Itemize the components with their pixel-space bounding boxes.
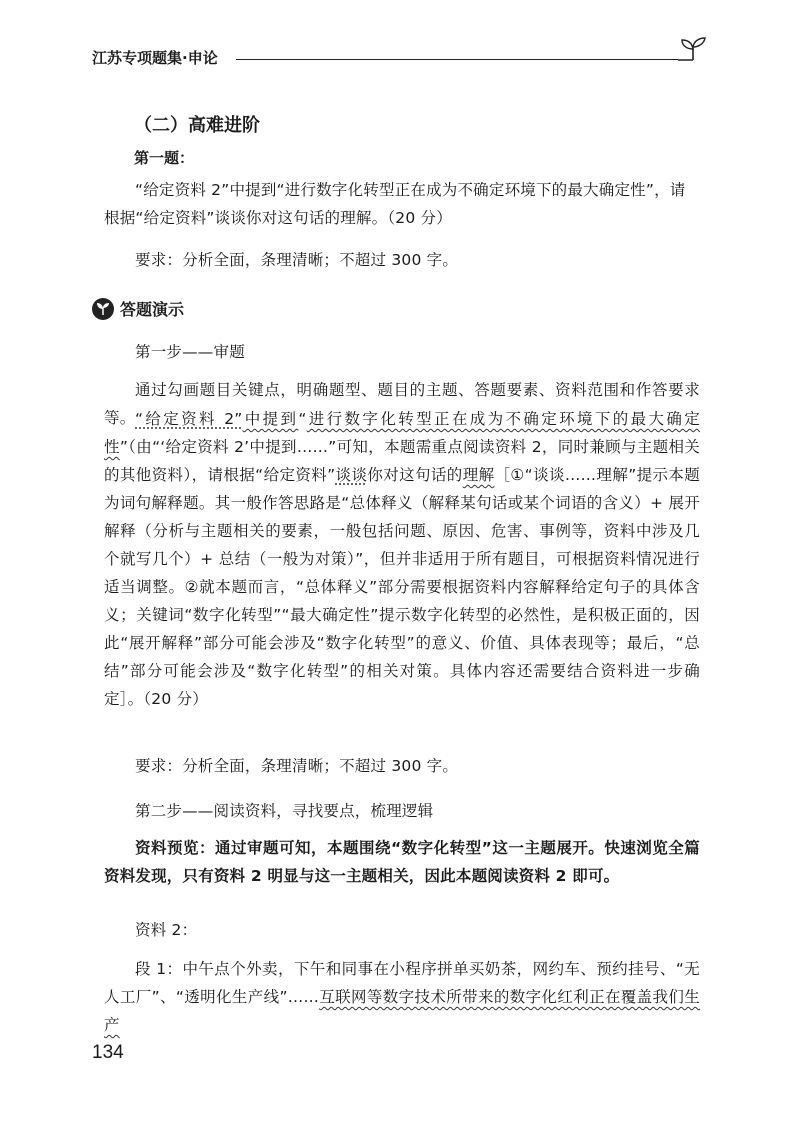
paragraph1-key-sentence: 互联网等数字技术所带来的数字化红利正在覆盖我们生产	[104, 988, 700, 1034]
step1-title: 第一步——审题	[135, 343, 245, 361]
question-text-line2: 根据“给定资料”谈谈你对这句话的理解。（20 分）	[104, 209, 452, 227]
material-label: 资料 2：	[135, 921, 198, 939]
quote-mark: “	[298, 410, 307, 428]
material-preview: 资料预览：通过审题可知，本题围绕“数字化转型”这一主题展开。快速浏览全篇资料发现，只有资料 2 明显与这一主题相关，因此本题阅读资料 2 即可。	[104, 839, 700, 885]
analysis-text-1: ”（由“‘给定资料 2’中提到……”可知，本题需重点阅读资料 2，同时兼顾与主题相关的其他资料），请根据“给定资料”	[104, 438, 700, 484]
step2-title: 第二步——阅读资料，寻找要点，梳理逻辑	[135, 802, 434, 820]
step1-intro: 通过勾画题目关键点，明确题型、题目的主题、答题要素、资料范围和作答要求等。	[104, 381, 700, 427]
question-body	[104, 176, 700, 232]
keyword-material2: “给定资料 2”	[135, 410, 243, 428]
question-text-line1: “给定资料 2”中提到“进行数字化转型正在成为不确定环境下的最大确定性”，请	[135, 181, 686, 199]
sprout-icon	[676, 36, 710, 62]
section-title: （二）高难进阶	[134, 115, 260, 136]
question-requirement: 要求：分析全面，条理清晰；不超过 300 字。	[135, 251, 459, 269]
leaf-badge-icon	[92, 298, 114, 320]
keyword-key-sentence: 进行数字化转型正在成为不确定环境下的最大确定性	[104, 410, 700, 456]
answer-demo-heading	[92, 297, 184, 320]
step1-requirement: 要求：分析全面，条理清晰；不超过 300 字。	[135, 757, 459, 775]
page-number: 134	[92, 1042, 124, 1063]
keyword-mentioned: 中提到	[242, 410, 299, 428]
material-paragraph-1	[104, 955, 700, 1039]
header-rule	[236, 59, 678, 60]
analysis-text-2: 你对这句话的	[367, 466, 463, 484]
keyword-talk: 谈谈	[335, 466, 368, 484]
paragraph1-text: 段 1：中午点个外卖，下午和同事在小程序拼单买奶茶，网约车、预约挂号、“无人工厂”、“透明化生产线”……	[104, 960, 700, 1006]
step1-analysis	[104, 405, 700, 713]
question-label: 第一题：	[134, 149, 195, 167]
running-header-title: 江苏专项题集·申论	[92, 49, 218, 67]
answer-demo-title: 答题演示	[120, 300, 185, 319]
keyword-understand: 理解	[462, 466, 495, 484]
analysis-text-3: ［①“谈谈……理解”提示本题为词句解释题。其一般作答思路是“总体释义（解释某句话或某个词语的含义）+ 展开解释（分析与主题相关的要素，一般包括问题、原因、危害、事例等，资料中涉及几个就写几个）+ 总结（一般为对策）”，但并非适用于所有题目，可根据资料情况进行适当调整。②就本题而言，“总体释义”部分需要根据资料内容解释给定句子的具体含义；关键词“数字化转型”“最大确定性”提示数字化转型的必然性，是积极正面的，因此“展开解释”部分可能会涉及“数字化转型”的意义、价值、具体表现等；最后，“总结”部分可能会涉及“数字化转型”的相关对策。具体内容还需要结合资料进一步确定］。（20 分）	[104, 466, 700, 708]
